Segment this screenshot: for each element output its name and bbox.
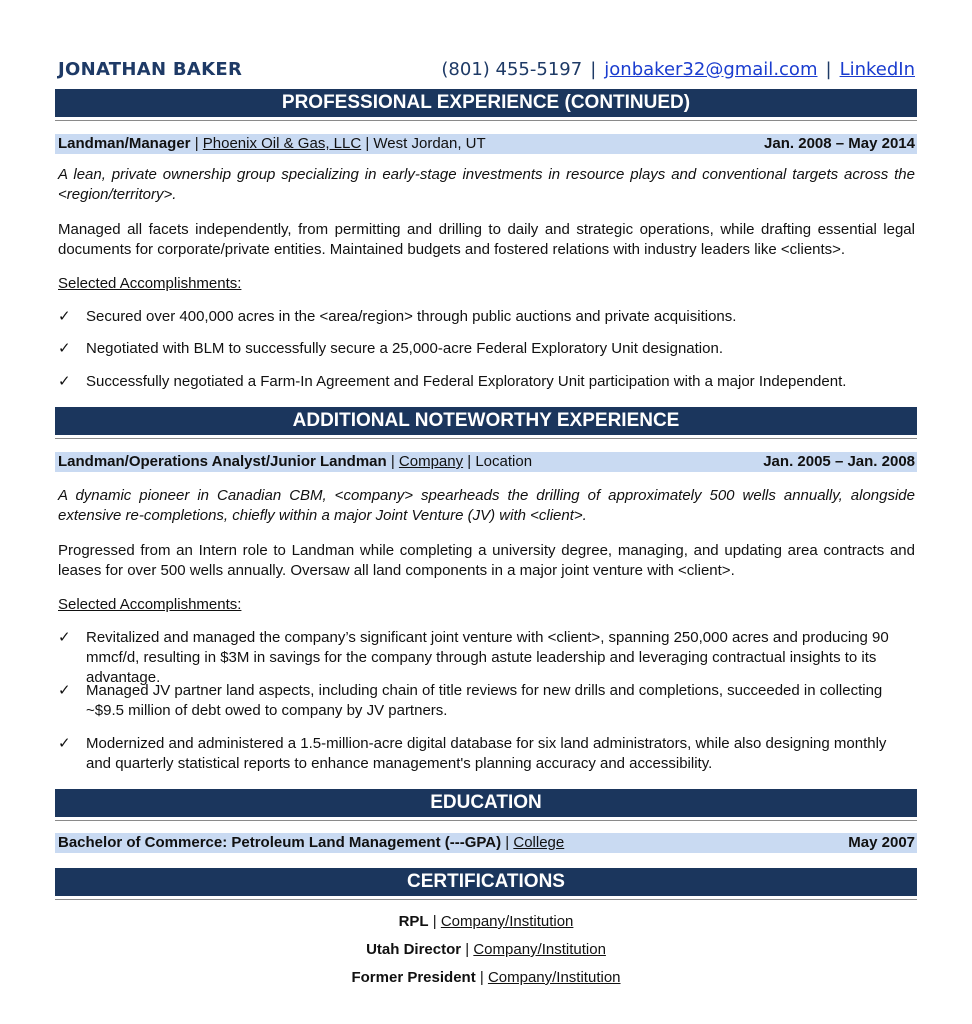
email-link[interactable]: jonbaker32@gmail.com (604, 58, 818, 80)
job-description: Managed all facets independently, from permitting and drilling to daily and strategic operations, while drafting essential legal documents for corporate/private entities. Maintained budgets and fostered relations with industry leaders like <clients>. (58, 221, 915, 258)
accomplishment-item (58, 681, 915, 721)
certification-name: Utah Director (366, 941, 462, 958)
phone-number: (801) 455-5197 (441, 58, 583, 80)
accomplishment-text: Revitalized and managed the company’s significant joint venture with <client>, spanning 250,000 acres and producing 90 mmcf/d, resulting in $3M in savings for the company through astute leadership and leveraging contractual insights to its advantage. (86, 629, 889, 686)
section-heading-certifications: CERTIFICATIONS (55, 868, 917, 896)
certification-org: Company/Institution (473, 941, 606, 958)
accomplishment-text: Secured over 400,000 acres in the <area/region> through public auctions and private acquisitions. (86, 308, 737, 325)
company-summary: A dynamic pioneer in Canadian CBM, <company> spearheads the drilling of approximately 500 wells annually, alongside extensive re-completions, chiefly within a major Joint Venture (JV) with <client>. (58, 487, 915, 524)
section-heading-education: EDUCATION (55, 789, 917, 817)
checkmark-icon: ✓ (58, 682, 71, 699)
checkmark-icon: ✓ (58, 340, 71, 357)
contact-info (441, 59, 915, 80)
job-title-bar (55, 452, 917, 472)
graduation-date: May 2007 (848, 834, 915, 851)
job-dates: Jan. 2008 – May 2014 (764, 135, 915, 152)
certification-item: Utah Director | Company/Institution (366, 941, 606, 958)
certification-org: Company/Institution (440, 913, 574, 930)
separator: | (825, 58, 832, 80)
job-title-bar (55, 134, 917, 154)
degree-title: Bachelor of Commerce: Petroleum Land Management (---GPA) (58, 834, 502, 851)
separator: | (590, 58, 597, 80)
job-description: Progressed from an Intern role to Landman while completing a university degree, managing, and updating area contracts and leases for over 500 wells annually. Oversaw all land components in a major joint venture with <client>. (58, 542, 915, 579)
job-location: West Jordan, UT (373, 135, 486, 152)
school-name: College (513, 834, 565, 851)
accomplishment-item (58, 339, 915, 359)
company-name: Phoenix Oil & Gas, LLC (202, 135, 362, 152)
job-title: Landman/Manager (58, 135, 191, 152)
accomplishments-label: Selected Accomplishments: (58, 596, 242, 613)
accomplishment-item (58, 628, 915, 688)
resume-header (58, 56, 915, 82)
accomplishment-item (58, 372, 915, 392)
accomplishment-text: Managed JV partner land aspects, including chain of title reviews for new drills and completions, succeeded in collecting ~$9.5 million of debt owed to company by JV partners. (86, 682, 883, 719)
company-name: Company (398, 453, 464, 470)
checkmark-icon: ✓ (58, 308, 71, 325)
checkmark-icon: ✓ (58, 629, 71, 646)
job-heading: Landman/Operations Analyst/Junior Landman | Company | Location (58, 453, 533, 470)
accomplishment-item (58, 307, 915, 327)
job-dates: Jan. 2005 – Jan. 2008 (763, 453, 915, 470)
candidate-name: JONATHAN BAKER (58, 58, 243, 80)
accomplishment-text: Negotiated with BLM to successfully secure a 25,000-acre Federal Exploratory Unit designation. (86, 340, 723, 357)
job-heading: Landman/Manager | Phoenix Oil & Gas, LLC | West Jordan, UT (58, 135, 486, 152)
certification-org: Company/Institution (487, 969, 621, 986)
certification-name: Former President (351, 969, 476, 986)
section-heading-experience: PROFESSIONAL EXPERIENCE (CONTINUED) (55, 89, 917, 117)
job-title: Landman/Operations Analyst/Junior Landman (58, 453, 387, 470)
company-summary: A lean, private ownership group specializing in early-stage investments in resource plays and conventional targets across the <region/territory>. (58, 166, 915, 203)
accomplishment-text: Successfully negotiated a Farm-In Agreement and Federal Exploratory Unit participation with a major Independent. (86, 373, 847, 390)
accomplishment-text: Modernized and administered a 1.5-million-acre digital database for six land administrators, while also designing monthly and quarterly statistical reports to enhance management's planning accuracy and accessibility. (86, 735, 887, 772)
linkedin-link[interactable]: LinkedIn (839, 58, 915, 80)
section-heading-additional: ADDITIONAL NOTEWORTHY EXPERIENCE (55, 407, 917, 435)
degree-heading: Bachelor of Commerce: Petroleum Land Management (---GPA) | College (58, 834, 565, 851)
checkmark-icon: ✓ (58, 373, 71, 390)
certification-item: RPL | Company/Institution (398, 913, 574, 930)
education-bar (55, 833, 917, 853)
certification-name: RPL (398, 913, 429, 930)
job-location: Location (475, 453, 533, 470)
certification-item: Former President | Company/Institution (351, 969, 621, 986)
checkmark-icon: ✓ (58, 735, 71, 752)
accomplishments-label: Selected Accomplishments: (58, 275, 242, 292)
accomplishment-item (58, 734, 915, 774)
